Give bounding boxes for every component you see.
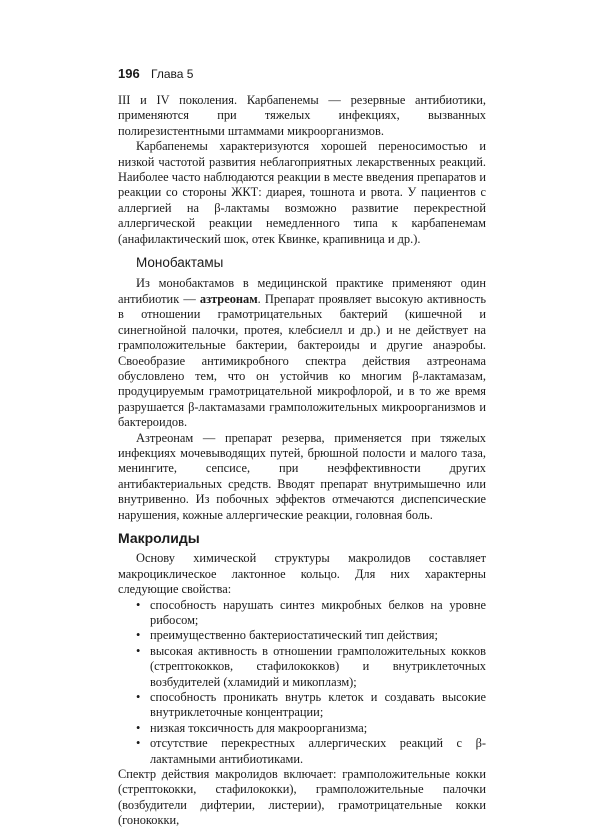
paragraph: III и IV поколения. Карбапенемы — резервные антибиотики, применяются при тяжелых инфекциях, вызванных полирезистентными штаммами микроорганизмов. [118, 93, 486, 138]
bold-term: азтреонам [199, 291, 258, 306]
bullet-icon: • [136, 628, 141, 643]
bullet-icon: • [136, 643, 141, 658]
list-item: • высокая активность в отношении грамположительных кокков (стрептококков, стафилококков) и внутриклеточных возбудителей (хламидий и микоплазм); [136, 643, 486, 689]
paragraph: Спектр действия макролидов включает: грамположительные кокки (стрептококки, стафилококки), грамположительные палочки (возбудители дифтерии, листерии), грамотрицательные кокки (гонококки, [118, 767, 486, 828]
text-run: Из монобактамов в медицинской практике применяют один антибиотик — [118, 276, 486, 306]
list-item: • преимущественно бактериостатический тип действия; [136, 628, 438, 643]
list-item: • низкая токсичность для макроорганизма; [136, 720, 368, 735]
properties-list [118, 598, 486, 767]
section-heading-macrolides: Макролиды [118, 529, 200, 546]
paragraph: Основу химической структуры макролидов составляет макроциклическое лактонное кольцо. Для них характерны следующие свойства: [118, 551, 486, 597]
body-text [118, 93, 486, 829]
list-item: • способность проникать внутрь клеток и создавать высокие внутриклеточные концентрации; [136, 690, 486, 720]
bullet-icon: • [136, 690, 141, 705]
section-heading-monobactams: Монобактамы [136, 255, 224, 271]
bullet-icon: • [136, 736, 141, 751]
paragraph: Карбапенемы характеризуются хорошей переносимостью и низкой частотой развития неблагоприятных лекарственных реакций. Наиболее часто наблюдаются реакции в месте введения препаратов и реакции со стороны ЖКТ: диарея, тошнота и рвота. У пациентов с аллергией на β-лактамы возможно развитие перекрестной аллергической реакции немедленного типа к карбапенемам (анафилактический шок, отек Квинке, крапивница и др.). [118, 139, 486, 246]
text-run: . Препарат проявляет высокую активность в отношении грамотрицательных бактерий (кишечной и синегнойной палочки, протея, клебсиелл и др.) и не действует на грамположительные бактерии, бактероиды и другие анаэробы. Своеобразие антимикробного спектра действия азтреонама обусловлено тем, что он устойчив ко многим β-лактамазам, продуцируемым грамотрицательной микрофлорой, и в то же время разрушается β-лактамазами грамположительных микроорганизмов и бактероидов. [118, 291, 486, 430]
chapter-title: Глава 5 [151, 67, 194, 81]
paragraph: Азтреонам — препарат резерва, применяется при тяжелых инфекциях мочевыводящих путей, брюшной полости и малого таза, менингите, сепсисе, при неэффективности других антибактериальных средств. Вводят препарат внутримышечно или внутривенно. Из побочных эффектов отмечаются диспепсические нарушения, кожные аллергические реакции, головная боль. [118, 430, 486, 522]
list-item: • способность нарушать синтез микробных белков на уровне рибосом; [136, 597, 486, 627]
running-header [118, 66, 193, 81]
bullet-icon: • [136, 597, 141, 612]
page-number: 196 [118, 66, 140, 81]
paragraph-aztreonam [118, 276, 486, 430]
bullet-icon: • [136, 720, 141, 735]
list-item: • отсутствие перекрестных аллергических реакций с β-лактамными антибиотиками. [136, 736, 486, 766]
